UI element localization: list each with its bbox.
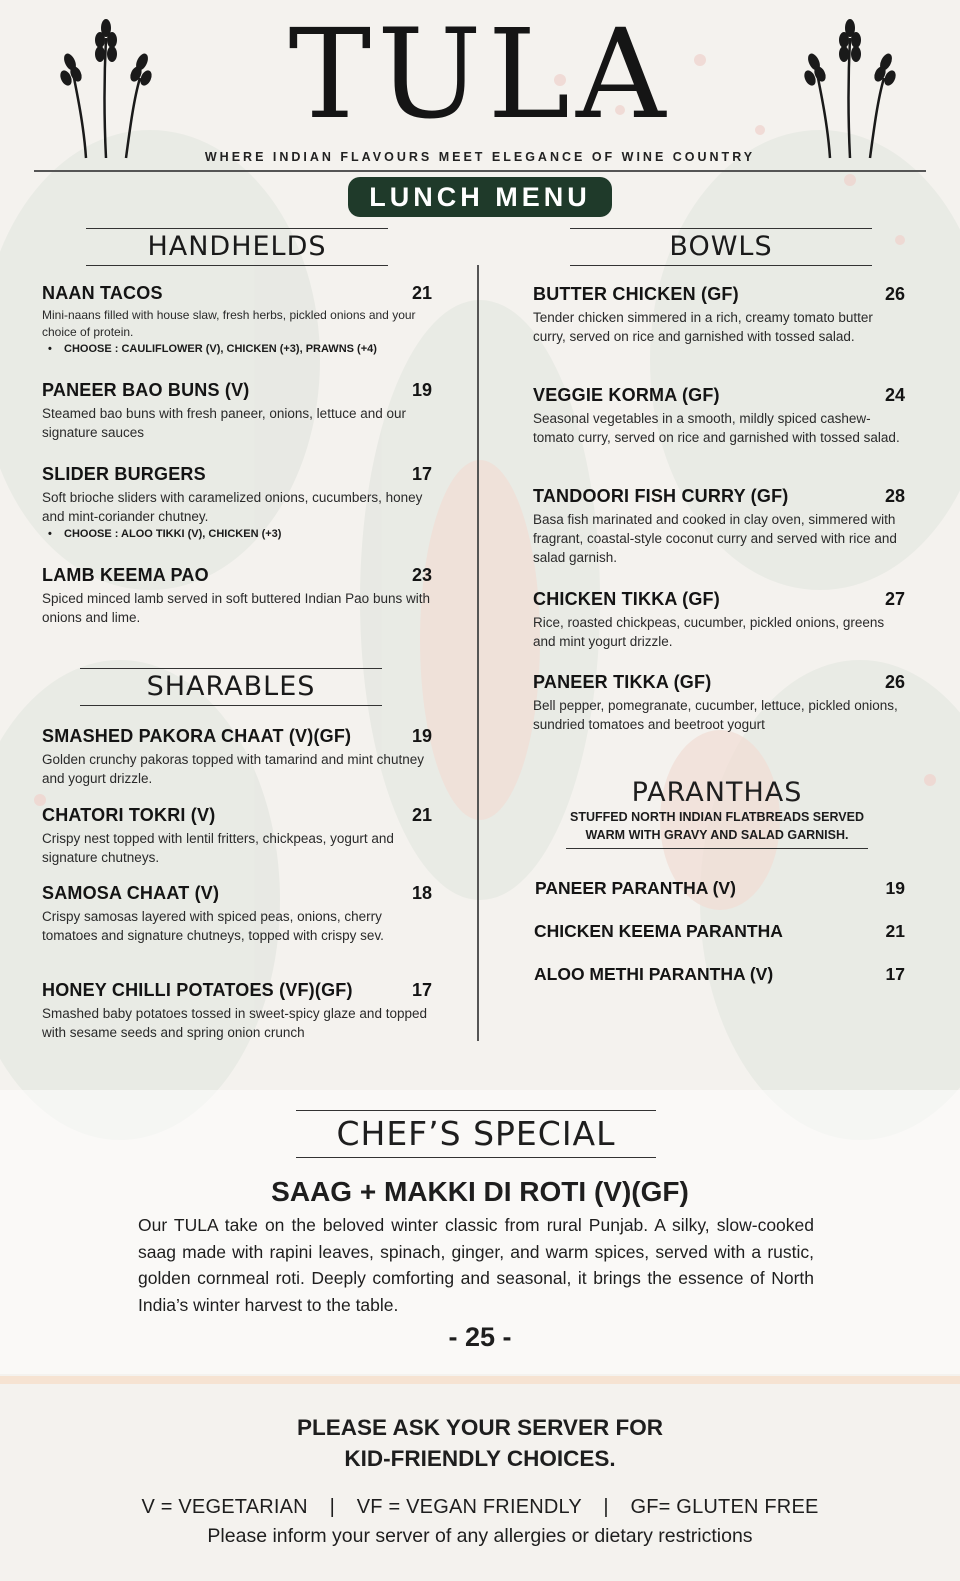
item-description: Soft brioche sliders with caramelized onions, cucumbers, honey and mint-coriander chutney.: [42, 490, 423, 524]
special-item-description: Our TULA take on the beloved winter classic from rural Punjab. A silky, slow-cooked saag made with rapini leaves, spinach, ginger, and warm spices, served with a rustic, golden cornmeal roti. Deeply comforting and seasonal, it brings the essence of North India’s winter harvest to the table.: [138, 1215, 814, 1315]
legend-vegetarian: V = VEGETARIAN: [141, 1496, 308, 1518]
menu-item: [533, 284, 905, 346]
item-name: HONEY CHILLI POTATOES (VF)(GF): [42, 980, 353, 1000]
kids-notice: PLEASE ASK YOUR SERVER FOR KID-FRIENDLY CHOICES.: [297, 1415, 663, 1471]
header-divider: [34, 170, 926, 172]
menu-item: [42, 980, 432, 1042]
menu-item: [42, 726, 432, 788]
restaurant-title: TULA: [288, 3, 672, 147]
item-description: Seasonal vegetables in a smooth, mildly spiced cashew-tomato curry, served on rice and garnished with tossed salad.: [533, 411, 900, 445]
item-price: 26: [884, 672, 905, 692]
item-price: 21: [885, 921, 905, 941]
parantha-item: [534, 921, 905, 942]
column-divider: [477, 265, 479, 1041]
menu-item: [533, 385, 905, 447]
parantha-item: [534, 964, 905, 985]
item-price: 17: [885, 964, 905, 984]
item-price: 26: [884, 284, 905, 304]
item-name: VEGGIE KORMA (GF): [533, 385, 720, 405]
parantha-item: [535, 878, 905, 899]
item-name: NAAN TACOS: [42, 283, 163, 303]
menu-item: [42, 283, 432, 355]
menu-item: [42, 464, 432, 540]
menu-item: [42, 565, 432, 627]
paranthas-note: STUFFED NORTH INDIAN FLATBREADS SERVED WARM WITH GRAVY AND SALAD GARNISH.: [566, 808, 868, 849]
menu-item: [533, 672, 905, 734]
item-description: Crispy nest topped with lentil fritters, chickpeas, yogurt and signature chutneys.: [42, 831, 394, 865]
item-name: BUTTER CHICKEN (GF): [533, 284, 739, 304]
section-heading-chefs-special: CHEF’S SPECIAL: [296, 1110, 656, 1158]
item-name: PANEER PARANTHA (V): [535, 878, 736, 898]
special-item-price: - 25 -: [448, 1322, 512, 1352]
item-name: SLIDER BURGERS: [42, 464, 206, 484]
item-name: CHATORI TOKRI (V): [42, 805, 216, 825]
item-name: PANEER BAO BUNS (V): [42, 380, 250, 400]
item-price: 24: [884, 385, 905, 405]
item-name: CHICKEN TIKKA (GF): [533, 589, 720, 609]
item-name: TANDOORI FISH CURRY (GF): [533, 486, 789, 506]
menu-badge: LUNCH MENU: [348, 177, 612, 217]
item-price: 17: [411, 464, 432, 484]
item-description: Tender chicken simmered in a rich, creamy tomato butter curry, served on rice and garnished with tossed salad.: [533, 310, 873, 344]
special-item-name: SAAG + MAKKI DI ROTI (V)(GF): [271, 1176, 689, 1207]
tagline: WHERE INDIAN FLAVOURS MEET ELEGANCE OF WINE COUNTRY: [204, 150, 756, 164]
dietary-legend: [0, 1496, 960, 1519]
legend-gluten-free: GF= GLUTEN FREE: [630, 1496, 819, 1518]
item-name: ALOO METHI PARANTHA (V): [534, 964, 774, 984]
legend-vegan-friendly: VF = VEGAN FRIENDLY: [356, 1496, 582, 1518]
item-description: Steamed bao buns with fresh paneer, onions, lettuce and our signature sauces: [42, 406, 406, 440]
item-description: Smashed baby potatoes tossed in sweet-spicy glaze and topped with sesame seeds and spring onion crunch: [42, 1006, 427, 1040]
menu-item: [42, 805, 432, 867]
item-description: Golden crunchy pakoras topped with tamarind and mint chutney and yogurt drizzle.: [42, 752, 424, 786]
item-description: Spiced minced lamb served in soft buttered Indian Pao buns with onions and lime.: [42, 591, 430, 625]
item-price: 27: [884, 589, 905, 609]
item-name: SAMOSA CHAAT (V): [42, 883, 220, 903]
item-price: 21: [411, 283, 432, 303]
item-name: SMASHED PAKORA CHAAT (V)(GF): [42, 726, 352, 746]
menu-item: [533, 486, 905, 567]
menu-item: [533, 589, 905, 651]
item-description: Crispy samosas layered with spiced peas, onions, cherry tomatoes and signature chutneys, topped with crispy sev.: [42, 909, 384, 943]
item-price: 18: [411, 883, 432, 903]
item-price: 19: [411, 380, 432, 400]
item-description: Mini-naans filled with house slaw, fresh herbs, pickled onions and your choice of protein.: [42, 308, 416, 339]
item-name: LAMB KEEMA PAO: [42, 565, 209, 585]
item-price: 23: [411, 565, 432, 585]
item-price: 17: [411, 980, 432, 1000]
item-options: • CHOOSE : CAULIFLOWER (V), CHICKEN (+3), PRAWNS (+4): [48, 343, 377, 355]
item-name: CHICKEN KEEMA PARANTHA: [534, 921, 783, 941]
menu-item: [42, 883, 432, 945]
item-name: PANEER TIKKA (GF): [533, 672, 712, 692]
section-heading-handhelds: HANDHELDS: [86, 228, 388, 266]
allergy-notice: Please inform your server of any allergies or dietary restrictions: [207, 1525, 753, 1547]
item-price: 19: [885, 878, 905, 898]
section-heading-paranthas: PARANTHAS: [631, 777, 803, 808]
item-description: Rice, roasted chickpeas, cucumber, pickled onions, greens and mint yogurt drizzle.: [533, 615, 885, 649]
legend-separator: |: [329, 1496, 335, 1518]
section-heading-sharables: SHARABLES: [80, 668, 382, 706]
item-description: Bell pepper, pomegranate, cucumber, lettuce, pickled onions, sundried tomatoes and beetroot yogurt: [533, 698, 898, 732]
section-heading-bowls: BOWLS: [570, 228, 872, 266]
item-price: 19: [411, 726, 432, 746]
legend-separator: |: [603, 1496, 609, 1518]
item-price: 28: [884, 486, 905, 506]
item-price: 21: [411, 805, 432, 825]
menu-item: [42, 380, 432, 442]
item-description: Basa fish marinated and cooked in clay oven, simmered with fragrant, coastal-style coconut curry and served with rice and salad garnish.: [533, 512, 897, 565]
item-options: • CHOOSE : ALOO TIKKI (V), CHICKEN (+3): [48, 528, 282, 540]
